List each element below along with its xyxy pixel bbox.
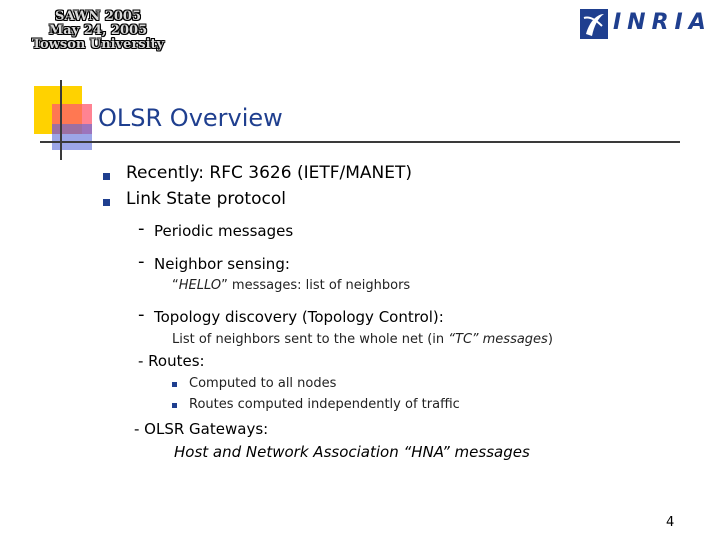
gateways-label: - OLSR Gateways: (134, 420, 269, 438)
dash-marker: - (138, 251, 145, 272)
hello-description (172, 278, 410, 293)
badge-line-3: Towson University (31, 37, 165, 52)
bullet-marker (103, 199, 110, 206)
decor-vertical-line (60, 80, 62, 160)
tc-italic: “TC” messages (448, 332, 548, 347)
tc-text: List of neighbors sent to the whole net (in (172, 332, 449, 347)
sub-bullet-marker (172, 403, 177, 408)
badge-line-2: May 24, 2005 (48, 23, 148, 38)
routes-label: - Routes: (138, 352, 205, 370)
slide-title: OLSR Overview (98, 104, 283, 132)
tc-close: ) (547, 332, 553, 347)
dash-marker: - (138, 218, 145, 239)
hello-quote-open: “ (172, 278, 179, 293)
dash-marker: - (138, 304, 145, 325)
logo-text: INRIA (613, 10, 712, 35)
hello-word: HELLO (178, 278, 222, 293)
page-number: 4 (666, 515, 675, 530)
sub-neighbor: Neighbor sensing: (154, 255, 290, 273)
hna-description: Host and Network Association “HNA” messages (174, 443, 530, 461)
sub-bullet-marker (172, 382, 177, 387)
event-badge (22, 10, 174, 52)
badge-line-1: SAWN 2005 (54, 9, 142, 24)
routes-item-independent: Routes computed independently of traffic (189, 397, 460, 412)
title-underline (40, 141, 680, 143)
bullet-link-state: Link State protocol (126, 189, 286, 209)
bullet-rfc: Recently: RFC 3626 (IETF/MANET) (126, 163, 413, 183)
bullet-marker (103, 173, 110, 180)
tc-description (172, 332, 553, 347)
sub-periodic: Periodic messages (154, 222, 294, 240)
hello-rest: ” messages: list of neighbors (221, 278, 411, 293)
sub-topology: Topology discovery (Topology Control): (154, 308, 444, 326)
routes-item-computed: Computed to all nodes (189, 376, 337, 391)
decor-blue-square (52, 124, 92, 150)
